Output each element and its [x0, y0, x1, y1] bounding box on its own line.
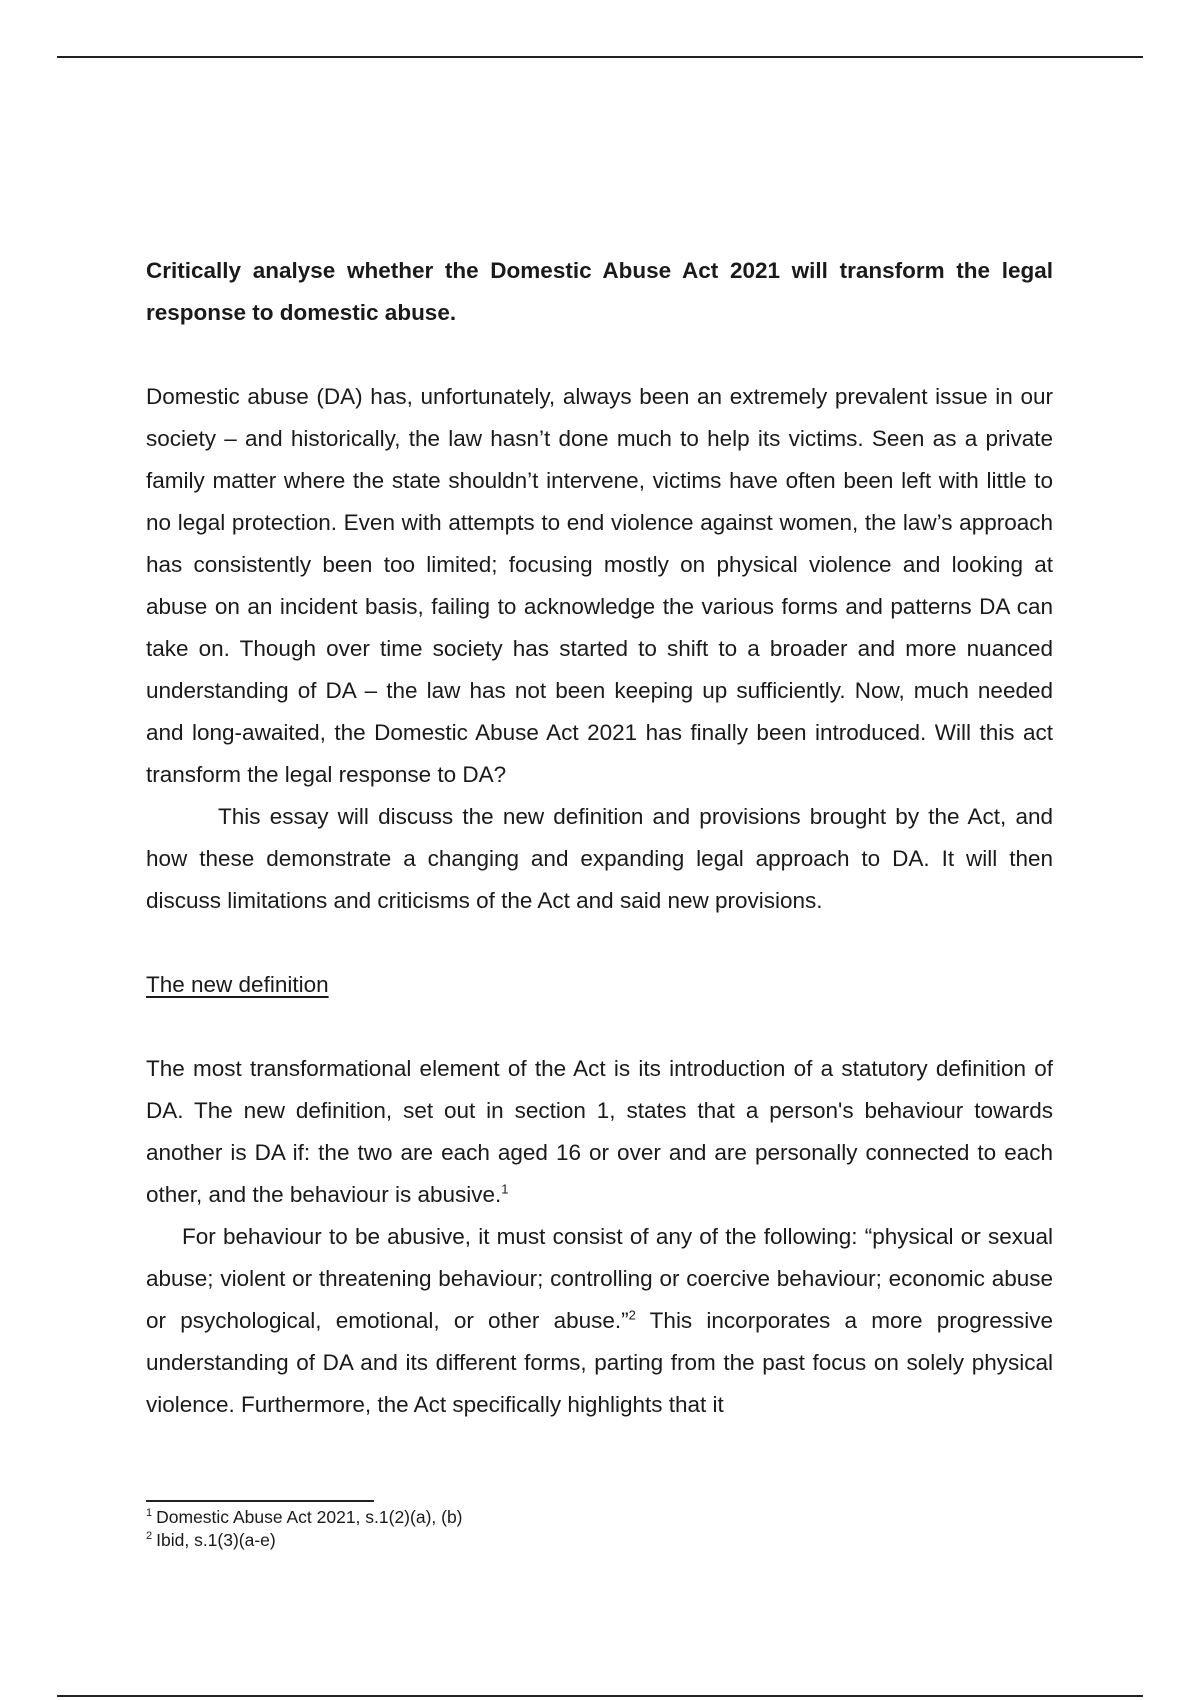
page-footer-rule: [57, 1695, 1143, 1697]
definition-paragraph-text: The most transformational element of the Act is its introduction of a statutory definition of DA. The new definition, set out in section 1, states that a person's behaviour towards another is DA if: the two are each aged 16 or over and are personally connected to each other, and the behaviour is abusive.: [146, 1056, 1053, 1207]
page-header-rule: [57, 56, 1143, 58]
abusive-behaviour-paragraph: [146, 1216, 1053, 1426]
footnote-text: Domestic Abuse Act 2021, s.1(2)(a), (b): [156, 1507, 463, 1527]
footnote-mark: 2: [146, 1530, 153, 1543]
footnote-text: Ibid, s.1(3)(a-e): [156, 1530, 276, 1550]
footnote-ref-1: 1: [501, 1181, 509, 1197]
abusive-paragraph-quote: For behaviour to be abusive, it must consist of any of the following: “physical or sexual abuse; violent or threatening behaviour; controlling or coercive behaviour; economic abuse or psychological, emotional, or other abuse.”: [146, 1224, 1053, 1333]
essay-title: Critically analyse whether the Domestic Abuse Act 2021 will transform the legal response to domestic abuse.: [146, 258, 1053, 325]
essay-body: [146, 250, 1053, 1426]
definition-paragraph: [146, 1048, 1053, 1216]
footnote-mark: 1: [146, 1507, 153, 1520]
footnote-item: [146, 1529, 846, 1552]
section-heading: The new definition: [146, 972, 329, 997]
footnotes: [146, 1506, 846, 1552]
footnote-item: [146, 1506, 846, 1529]
footnote-separator: [146, 1500, 374, 1502]
intro-paragraph: Domestic abuse (DA) has, unfortunately, always been an extremely prevalent issue in our society – and historically, the law hasn’t done much to help its victims. Seen as a private family matter where the state shouldn’t intervene, victims have often been left with little to no legal protection. Even with attempts to end violence against women, the law’s approach has consistently been too limited; focusing mostly on physical violence and looking at abuse on an incident basis, failing to acknowledge the various forms and patterns DA can take on. Though over time society has started to shift to a broader and more nuanced understanding of DA – the law has not been keeping up sufficiently. Now, much needed and long-awaited, the Domestic Abuse Act 2021 has finally been introduced. Will this act transform the legal response to DA?: [146, 384, 1053, 787]
abusive-paragraph-continuation: This incorporates a more progressive understanding of DA and its different forms, parting from the past focus on solely physical violence. Furthermore, the Act specifically highlights that it: [146, 1308, 1053, 1417]
outline-paragraph: This essay will discuss the new definition and provisions brought by the Act, and how these demonstrate a changing and expanding legal approach to DA. It will then discuss limitations and criticisms of the Act and said new provisions.: [146, 804, 1053, 913]
footnote-ref-2: 2: [628, 1307, 636, 1323]
